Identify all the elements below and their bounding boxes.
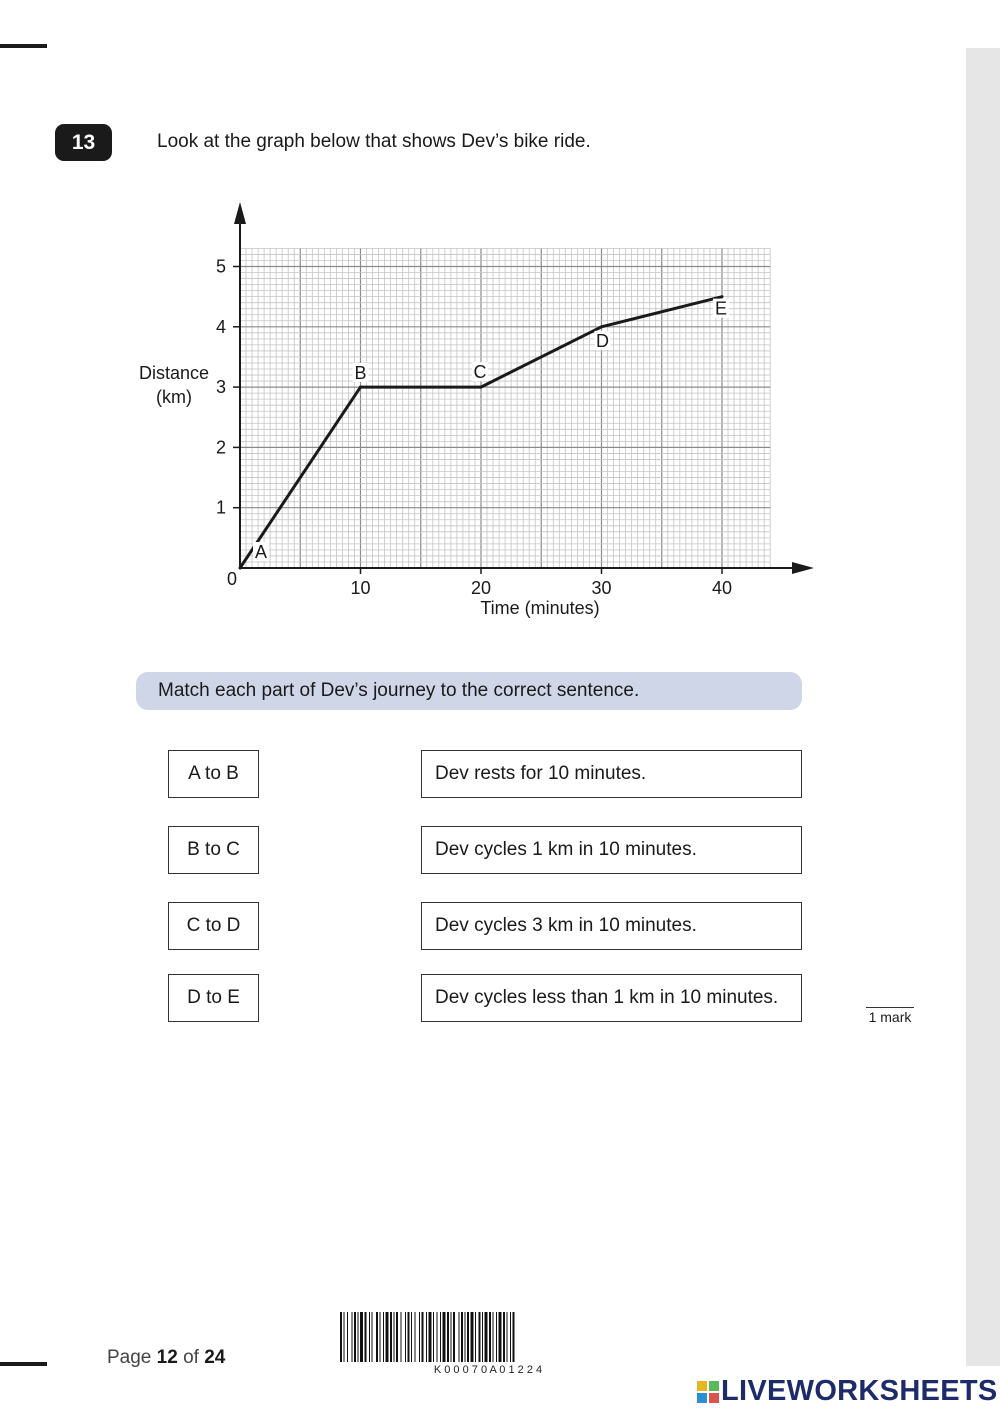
segment-box-a-b[interactable]: A to B <box>168 750 259 798</box>
barcode-bar <box>429 1312 432 1362</box>
barcode-bar <box>479 1312 481 1362</box>
barcode-bar <box>499 1312 502 1362</box>
barcode-bar <box>365 1312 367 1362</box>
crop-mark-bottom <box>0 1362 47 1366</box>
barcode-bar <box>493 1312 494 1362</box>
barcode <box>338 1312 638 1378</box>
barcode-bar <box>405 1312 406 1362</box>
barcode-bar <box>401 1312 402 1362</box>
y-axis-title-line: Distance <box>138 363 210 383</box>
x-axis-title: Time (minutes) <box>480 598 600 618</box>
page-number <box>107 1347 225 1369</box>
barcode-bar <box>485 1312 488 1362</box>
barcode-bar <box>471 1312 474 1362</box>
barcode-bar <box>386 1312 389 1362</box>
barcode-bar <box>433 1312 434 1362</box>
liveworksheets-logo-icon <box>697 1381 719 1403</box>
barcode-bar <box>419 1312 420 1362</box>
barcode-bar <box>443 1312 446 1362</box>
chart-grid <box>240 248 770 568</box>
chart-axes <box>234 202 814 574</box>
barcode-bar <box>465 1312 466 1362</box>
brand-name: LIVEWORKSHEETS <box>721 1375 998 1407</box>
point-label-d: D <box>596 330 609 351</box>
distance-time-graph <box>0 0 1000 640</box>
barcode-bar <box>507 1312 508 1362</box>
barcode-bar <box>426 1312 427 1362</box>
barcode-bar <box>453 1312 455 1362</box>
barcode-text: K 0 0 0 7 0 A 0 1 2 2 4 <box>433 1364 543 1376</box>
barcode-bar <box>376 1312 378 1362</box>
x-tick-label: 30 <box>591 578 612 598</box>
barcode-bar <box>510 1312 511 1362</box>
barcode-bar <box>408 1312 410 1362</box>
page-current: 12 <box>156 1347 178 1368</box>
barcode-bar <box>396 1312 398 1362</box>
y-tick-label: 4 <box>215 316 226 337</box>
barcode-bar <box>461 1312 463 1362</box>
page-of: of <box>183 1347 199 1368</box>
y-tick-label: 2 <box>215 437 226 458</box>
barcode-bar <box>354 1312 356 1362</box>
y-tick-label: 5 <box>215 256 226 277</box>
page-total: 24 <box>204 1347 226 1368</box>
barcode-bar <box>340 1312 342 1362</box>
segment-box-d-e[interactable]: D to E <box>168 974 259 1022</box>
page-prefix: Page <box>107 1347 152 1368</box>
barcode-bar <box>447 1312 449 1362</box>
barcode-bar <box>369 1312 370 1362</box>
x-axis-arrow <box>792 562 814 574</box>
barcode-bar <box>440 1312 441 1362</box>
barcode-bar <box>352 1312 353 1362</box>
barcode-bar <box>513 1312 515 1362</box>
liveworksheets-brand <box>697 1375 998 1408</box>
barcode-bar <box>344 1312 345 1362</box>
x-tick-label: 40 <box>711 578 733 598</box>
mark-label: 1 mark <box>866 1007 914 1025</box>
barcode-bars <box>340 1312 515 1362</box>
barcode-bar <box>415 1312 416 1362</box>
barcode-bar <box>358 1312 359 1362</box>
barcode-bar <box>372 1312 373 1362</box>
barcode-bar <box>394 1312 395 1362</box>
barcode-bar <box>422 1312 424 1362</box>
barcode-bar <box>475 1312 476 1362</box>
barcode-bar <box>347 1312 348 1362</box>
barcode-bar <box>503 1312 505 1362</box>
sentence-box-2[interactable]: Dev cycles 1 km in 10 minutes. <box>421 826 802 874</box>
barcode-bar <box>496 1312 497 1362</box>
point-label-e: E <box>714 298 728 319</box>
question-text: Look at the graph below that shows Dev’s bike ride. <box>157 131 591 152</box>
segment-box-c-d[interactable]: C to D <box>168 902 259 950</box>
barcode-bar <box>411 1312 412 1362</box>
barcode-bar <box>390 1312 392 1362</box>
question-number-badge: 13 <box>55 124 112 161</box>
y-tick-label: 3 <box>215 377 226 398</box>
barcode-bar <box>482 1312 483 1362</box>
barcode-bar <box>467 1312 469 1362</box>
barcode-bar <box>383 1312 384 1362</box>
barcode-bar <box>360 1312 363 1362</box>
barcode-bar <box>451 1312 452 1362</box>
y-axis-title-line: (km) <box>156 387 192 407</box>
point-label-a: A <box>254 542 268 562</box>
barcode-bar <box>437 1312 438 1362</box>
sentence-box-1[interactable]: Dev rests for 10 minutes. <box>421 750 802 798</box>
origin-label: 0 <box>226 569 237 589</box>
barcode-bar <box>489 1312 491 1362</box>
chart-ticks <box>216 257 732 599</box>
segment-box-b-c[interactable]: B to C <box>168 826 259 874</box>
x-tick-label: 10 <box>350 578 371 598</box>
sentence-box-3[interactable]: Dev cycles 3 km in 10 minutes. <box>421 902 802 950</box>
barcode-bar <box>380 1312 381 1362</box>
y-tick-label: 1 <box>215 497 226 518</box>
point-label-b: B <box>354 363 367 384</box>
x-tick-label: 20 <box>470 578 492 598</box>
sentence-box-4[interactable]: Dev cycles less than 1 km in 10 minutes. <box>421 974 802 1022</box>
point-label-c: C <box>473 362 487 383</box>
y-axis-arrow <box>234 202 246 224</box>
barcode-bar <box>459 1312 460 1362</box>
instruction-banner: Match each part of Dev’s journey to the correct sentence. <box>136 672 802 710</box>
